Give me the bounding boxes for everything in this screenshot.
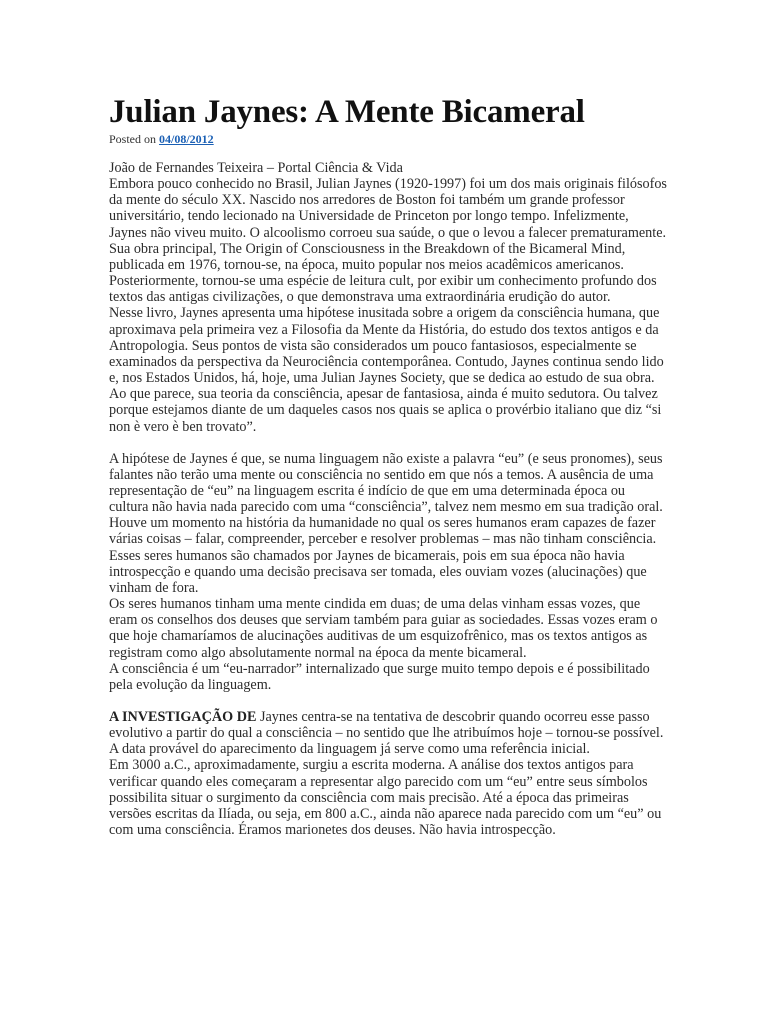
post-meta bbox=[109, 132, 667, 146]
paragraph: Sua obra principal, The Origin of Consciousness in the Breakdown of the Bicameral Mind, publicada em 1976, tornou-se, na época, muito popular nos meios acadêmicos americanos. Posteriormente, tornou-se uma espécie de leitura cult, por exibir um conhecimento profundo dos textos das antigas civilizações, o que demonstrava uma extraordinária erudição do autor. bbox=[109, 240, 657, 306]
posted-on-label: Posted on bbox=[109, 132, 157, 146]
byline: João de Fernandes Teixeira – Portal Ciência & Vida bbox=[109, 160, 403, 176]
paragraph: A hipótese de Jaynes é que, se numa linguagem não existe a palavra “eu” (e seus pronomes), seus falantes não terão uma mente ou consciência no sentido em que nós a temos. A ausência de uma representação de “eu” na linguagem escrita é indício de que em uma determinada época ou cultura não havia nada parecido com uma “consciência”, talvez nem mesmo em sua tradição oral. bbox=[109, 450, 663, 516]
paragraph: Nesse livro, Jaynes apresenta uma hipótese inusitada sobre a origem da consciência humana, que aproximava pela primeira vez a Filosofia da Mente da História, do estudo dos textos antigos e da Antropologia. Seus pontos de vista são considerados um pouco fantasiosos, especialmente se examinados da perspectiva da Neurociência contemporânea. Contudo, Jaynes continua sendo lido e, nos Estados Unidos, há, hoje, uma Julian Jaynes Society, que se dedica ao estudo de sua obra. Ao que parece, sua teoria da consciência, apesar de fantasiosa, ainda é muito sedutora. Ou talvez porque estejamos diante de um daqueles casos nos quais se aplica o provérbio italiano que diz “si non è vero è ben trovato”. bbox=[109, 305, 664, 435]
post-content bbox=[109, 93, 667, 838]
paragraph: A consciência é um “eu-narrador” internalizado que surge muito tempo depois e é possibilitado pela evolução da linguagem. bbox=[109, 660, 650, 693]
paragraph: Em 3000 a.C., aproximadamente, surgiu a escrita moderna. A análise dos textos antigos para verificar quando eles começaram a representar algo parecido com um “eu” entre seus símbolos possibilita situar o surgimento da consciência com mais precisão. Até a época das primeiras versões escritas da Ilíada, ou seja, em 800 a.C., ainda não aparece nada parecido com um “eu” ou com uma consciência. Éramos marionetes dos deuses. Não havia introspecção. bbox=[109, 757, 662, 839]
paragraph: Embora pouco conhecido no Brasil, Julian Jaynes (1920-1997) foi um dos mais originais filósofos da mente do século XX. Nascido nos arredores de Boston foi também um grande professor universitário, tendo lecionado na Universidade de Princeton por longo tempo. Infelizmente, Jaynes não viveu muito. O alcoolismo corroeu sua saúde, o que o levou a falecer prematuramente. bbox=[109, 176, 667, 241]
paragraph-spacer bbox=[109, 435, 667, 451]
paragraph-spacer bbox=[109, 693, 667, 709]
paragraph: Os seres humanos tinham uma mente cindida em duas; de uma delas vinham essas vozes, que eram os conselhos dos deuses que serviam também para guiar as sociedades. Essas vozes eram o que hoje chamaríamos de alucinações auditivas de um esquizofrênico, mas os textos antigos as registram como algo absolutamente normal na época da mente bicameral. bbox=[109, 596, 658, 661]
section-lead-in: A INVESTIGAÇÃO DE bbox=[109, 709, 257, 725]
article-body bbox=[109, 160, 667, 838]
paragraph-text: Jaynes centra-se na tentativa de descobrir quando ocorreu esse passo evolutivo a partir do qual a consciência – no sentido que lhe atribuímos hoje – tornou-se possível. A data provável do aparecimento da linguagem já serve como uma referência inicial. bbox=[109, 709, 664, 758]
paragraph bbox=[109, 709, 667, 757]
post-title: Julian Jaynes: A Mente Bicameral bbox=[109, 94, 585, 130]
paragraph: Houve um momento na história da humanidade no qual os seres humanos eram capazes de fazer várias coisas – falar, compreender, perceber e resolver problemas – mas não tinham consciência. Esses seres humanos são chamados por Jaynes de bicamerais, pois em sua época não havia introspecção e quando uma decisão precisava ser tomada, eles ouviam vozes (alucinações) que vinham de fora. bbox=[109, 515, 657, 596]
post-date-link[interactable]: 04/08/2012 bbox=[159, 132, 214, 146]
